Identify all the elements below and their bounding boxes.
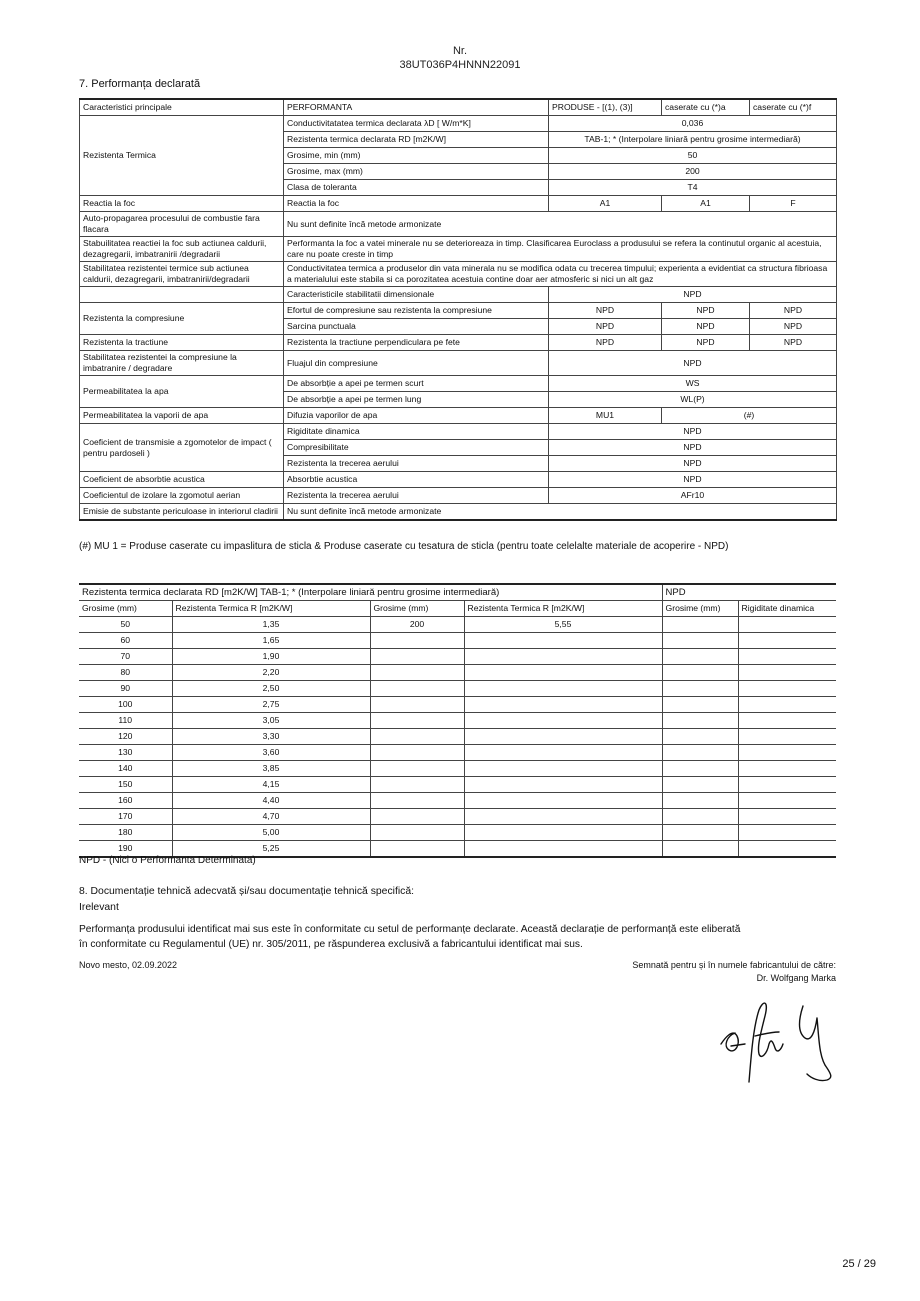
cell: TAB-1; * (Interpolare liniară pentru grosime intermediară) [549,132,837,148]
table-row [79,649,836,665]
cell [370,665,464,681]
cell: NPD [549,335,662,351]
cell [464,633,662,649]
cell [738,633,836,649]
cell [662,633,738,649]
cell: T4 [549,180,837,196]
table-row [80,116,837,132]
cell: 50 [549,148,837,164]
cell [662,665,738,681]
cell: 1,90 [172,649,370,665]
cell: Nu sunt definite încă metode armonizate [284,504,837,521]
cell: 2,50 [172,681,370,697]
table-row [79,745,836,761]
cell [464,793,662,809]
cell: 4,70 [172,809,370,825]
cell: NPD [662,303,750,319]
cell: Efortul de compresiune sau rezistenta la compresiune [284,303,549,319]
cell: NPD [662,319,750,335]
row-label: Stabilitatea rezistentei la compresiune la imbatranire / degradare [80,351,284,376]
cell: Sarcina punctuala [284,319,549,335]
row-label: Reactia la foc [80,196,284,212]
cell: NPD [549,440,837,456]
performance-table [79,98,837,521]
cell: 1,35 [172,617,370,633]
cell: 2,20 [172,665,370,681]
cell: 5,55 [464,617,662,633]
cell: Conductivitatatea termica declarata λD [ W/m*K] [284,116,549,132]
table-row [80,504,837,521]
cell: Conductivitatea termica a produselor din vata minerala nu se modifica odata cu trecerea timpului; experienta a evidentiat ca structura fibrioasa a materialului este stabila si ca porozitatea acestuia contine doar aer atmosferic si nici un alt gaz [284,262,837,287]
cell: Grosime, max (mm) [284,164,549,180]
cell [464,841,662,858]
tab1-body [79,617,836,858]
cell [738,841,836,858]
cell: Performanta la foc a vatei minerale nu se deterioreaza in timp. Clasificarea Euroclass a produsului se refera la continutul organic al acestuia, care nu poate creste in timp [284,237,837,262]
cell: A1 [549,196,662,212]
row-label [80,287,284,303]
cell [370,681,464,697]
cell [464,777,662,793]
row-label: Stabilitatea rezistentei termice sub actiunea caldurii, dezagregarii, imbatranirii/degradarii [80,262,284,287]
cell [738,777,836,793]
cell: WS [549,376,837,392]
cell: Rezistenta la trecerea aerului [284,456,549,472]
cell [370,633,464,649]
cell: (#) [662,408,837,424]
header-cell: Rezistenta Termica R [m2K/W] [464,601,662,617]
cell [662,761,738,777]
table-row [79,617,836,633]
cell [464,649,662,665]
cell: 70 [79,649,172,665]
tab1-title: Rezistenta termica declarata RD [m2K/W] TAB-1; * (Interpolare liniară pentru grosime intermediară) [79,584,662,601]
cell: Difuzia vaporilor de apa [284,408,549,424]
header-cell: caserate cu (*)f [750,99,837,116]
cell [738,713,836,729]
cell [738,825,836,841]
cell: 110 [79,713,172,729]
section-7-title: 7. Performanța declarată [79,78,201,90]
place-date: Novo mesto, 02.09.2022 [79,960,178,970]
cell: NPD [662,335,750,351]
row-label: Rezistenta Termica [80,116,284,196]
table-header-row [79,601,836,617]
cell [662,649,738,665]
table-row [80,196,837,212]
cell: De absorbție a apei pe termen lung [284,392,549,408]
cell [370,649,464,665]
cell: NPD [549,456,837,472]
table-row [79,681,836,697]
table-row [80,212,837,237]
table-title-row [79,584,836,601]
cell: 120 [79,729,172,745]
cell: NPD [750,319,837,335]
cell [662,793,738,809]
section-8-title: 8. Documentație tehnică adecvată și/sau documentație tehnică specifică: [79,886,415,897]
cell: AFr10 [549,488,837,504]
cell: 50 [79,617,172,633]
cell: 3,30 [172,729,370,745]
cell: 200 [370,617,464,633]
cell [738,681,836,697]
table-row [80,408,837,424]
cell [370,841,464,858]
cell: 3,60 [172,745,370,761]
cell: WL(P) [549,392,837,408]
cell [738,761,836,777]
cell: 4,40 [172,793,370,809]
cell: 150 [79,777,172,793]
cell [738,745,836,761]
cell [464,697,662,713]
cell [662,713,738,729]
row-label: Permeabilitatea la vaporii de apa [80,408,284,424]
cell [738,729,836,745]
cell [370,793,464,809]
cell: Absorbtie acustica [284,472,549,488]
cell [662,841,738,858]
cell: Clasa de toleranta [284,180,549,196]
cell [370,729,464,745]
cell: NPD [750,303,837,319]
cell [464,681,662,697]
cell [370,761,464,777]
cell [464,729,662,745]
cell [738,697,836,713]
row-label: Emisie de substante periculoase in interiorul cladirii [80,504,284,521]
cell [662,729,738,745]
table-row [79,777,836,793]
table-row [80,335,837,351]
table-row [80,424,837,440]
row-label: Auto-propagarea procesului de combustie fara flacara [80,212,284,237]
cell [738,809,836,825]
cell: NPD [549,351,837,376]
cell: 4,15 [172,777,370,793]
cell: Rezistenta termica declarata RD [m2K/W] [284,132,549,148]
table-row [79,713,836,729]
thermal-resistance-table [79,583,836,858]
table-row [80,303,837,319]
cell: NPD [750,335,837,351]
cell: MU1 [549,408,662,424]
cell [370,825,464,841]
doc-nr-value: 38UT036P4HNNN22091 [399,59,521,71]
npd-note: NPD - (Nici o Performanta Determinata) [79,855,256,866]
cell [370,697,464,713]
row-label: Coeficient de absorbtie acustica [80,472,284,488]
header-cell: Grosime (mm) [662,601,738,617]
cell: 1,65 [172,633,370,649]
cell: 140 [79,761,172,777]
cell: Nu sunt definite încă metode armonizate [284,212,837,237]
table-row [79,729,836,745]
cell [464,761,662,777]
cell [662,697,738,713]
cell: 130 [79,745,172,761]
cell: NPD [549,472,837,488]
table-row [80,287,837,303]
cell [662,777,738,793]
table-row [79,793,836,809]
cell: 200 [549,164,837,180]
table-row [79,761,836,777]
header-cell: PERFORMANTA [284,99,549,116]
tab1-npd: NPD [662,584,836,601]
cell: 170 [79,809,172,825]
header-cell: Caracteristici principale [80,99,284,116]
cell: 2,75 [172,697,370,713]
cell: Rigiditate dinamica [284,424,549,440]
cell: Rezistenta la tractiune perpendiculara pe fete [284,335,549,351]
conformity-line-1: Performanța produsului identificat mai sus este în conformitate cu setul de performanțe declarate. Această declarație de performanță este eliberată [79,924,741,935]
signer-name: Dr. Wolfgang Marka [756,973,836,983]
row-label: Rezistenta la compresiune [80,303,284,335]
cell: NPD [549,424,837,440]
cell: Rezistenta la trecerea aerului [284,488,549,504]
cell [738,617,836,633]
cell: 5,00 [172,825,370,841]
cell [662,681,738,697]
cell [464,809,662,825]
cell: 90 [79,681,172,697]
header-cell: Rezistenta Termica R [m2K/W] [172,601,370,617]
cell: Caracteristicile stabilitatii dimensionale [284,287,549,303]
cell: NPD [549,303,662,319]
cell [370,809,464,825]
cell [464,825,662,841]
cell: A1 [662,196,750,212]
doc-nr-label: Nr. [452,45,468,57]
cell: De absorbție a apei pe termen scurt [284,376,549,392]
row-label: Coeficient de transmisie a zgomotelor de impact ( pentru pardoseli ) [80,424,284,472]
table-row [80,262,837,287]
conformity-line-2: în conformitate cu Regulamentul (UE) nr. 305/2011, pe răspunderea exclusivă a fabricantului identificat mai sus. [79,939,583,950]
header-cell: PRODUSE - [(1), (3)] [549,99,662,116]
table-row [79,633,836,649]
table-row [79,697,836,713]
cell [738,665,836,681]
cell [464,745,662,761]
cell [370,713,464,729]
row-label: Rezistenta la tractiune [80,335,284,351]
cell: Reactia la foc [284,196,549,212]
cell: 0,036 [549,116,837,132]
table-row [80,376,837,392]
section-8-value: Irelevant [79,902,119,913]
cell [464,713,662,729]
cell: 80 [79,665,172,681]
table-row [80,237,837,262]
cell [662,809,738,825]
cell: F [750,196,837,212]
signed-for: Semnată pentru și în numele fabricantului de către: [632,960,836,970]
cell: Fluajul din compresiune [284,351,549,376]
cell: 190 [79,841,172,858]
row-label: Stabuilitatea reactiei la foc sub actiunea caldurii, dezagregarii, imbatranirii /degradarii [80,237,284,262]
table-row [79,809,836,825]
row-label: Coeficientul de izolare la zgomotul aerian [80,488,284,504]
cell: 3,05 [172,713,370,729]
cell: 5,25 [172,841,370,858]
header-cell: Grosime (mm) [370,601,464,617]
cell [370,745,464,761]
cell: NPD [549,319,662,335]
cell [464,665,662,681]
cell: 180 [79,825,172,841]
table-row [80,351,837,376]
page-number: 25 / 29 [842,1258,876,1270]
cell [370,777,464,793]
header-cell: Rigiditate dinamica [738,601,836,617]
handwritten-signature [715,988,840,1083]
cell: 3,85 [172,761,370,777]
cell: NPD [549,287,837,303]
table-row [80,472,837,488]
table-row [79,665,836,681]
table-header-row [80,99,837,116]
cell: 160 [79,793,172,809]
table-row [80,488,837,504]
cell: 60 [79,633,172,649]
cell [738,649,836,665]
cell [738,793,836,809]
row-label: Permeabilitatea la apa [80,376,284,408]
table-row [79,825,836,841]
cell: 100 [79,697,172,713]
footnote-mu: (#) MU 1 = Produse caserate cu impaslitura de sticla & Produse caserate cu tesatura de sticla (pentru toate celelalte materiale de acoperire - NPD) [79,541,729,552]
header-cell: Grosime (mm) [79,601,172,617]
cell [662,745,738,761]
header-cell: caserate cu (*)a [662,99,750,116]
cell [662,825,738,841]
cell: Grosime, min (mm) [284,148,549,164]
cell: Compresibilitate [284,440,549,456]
cell [662,617,738,633]
